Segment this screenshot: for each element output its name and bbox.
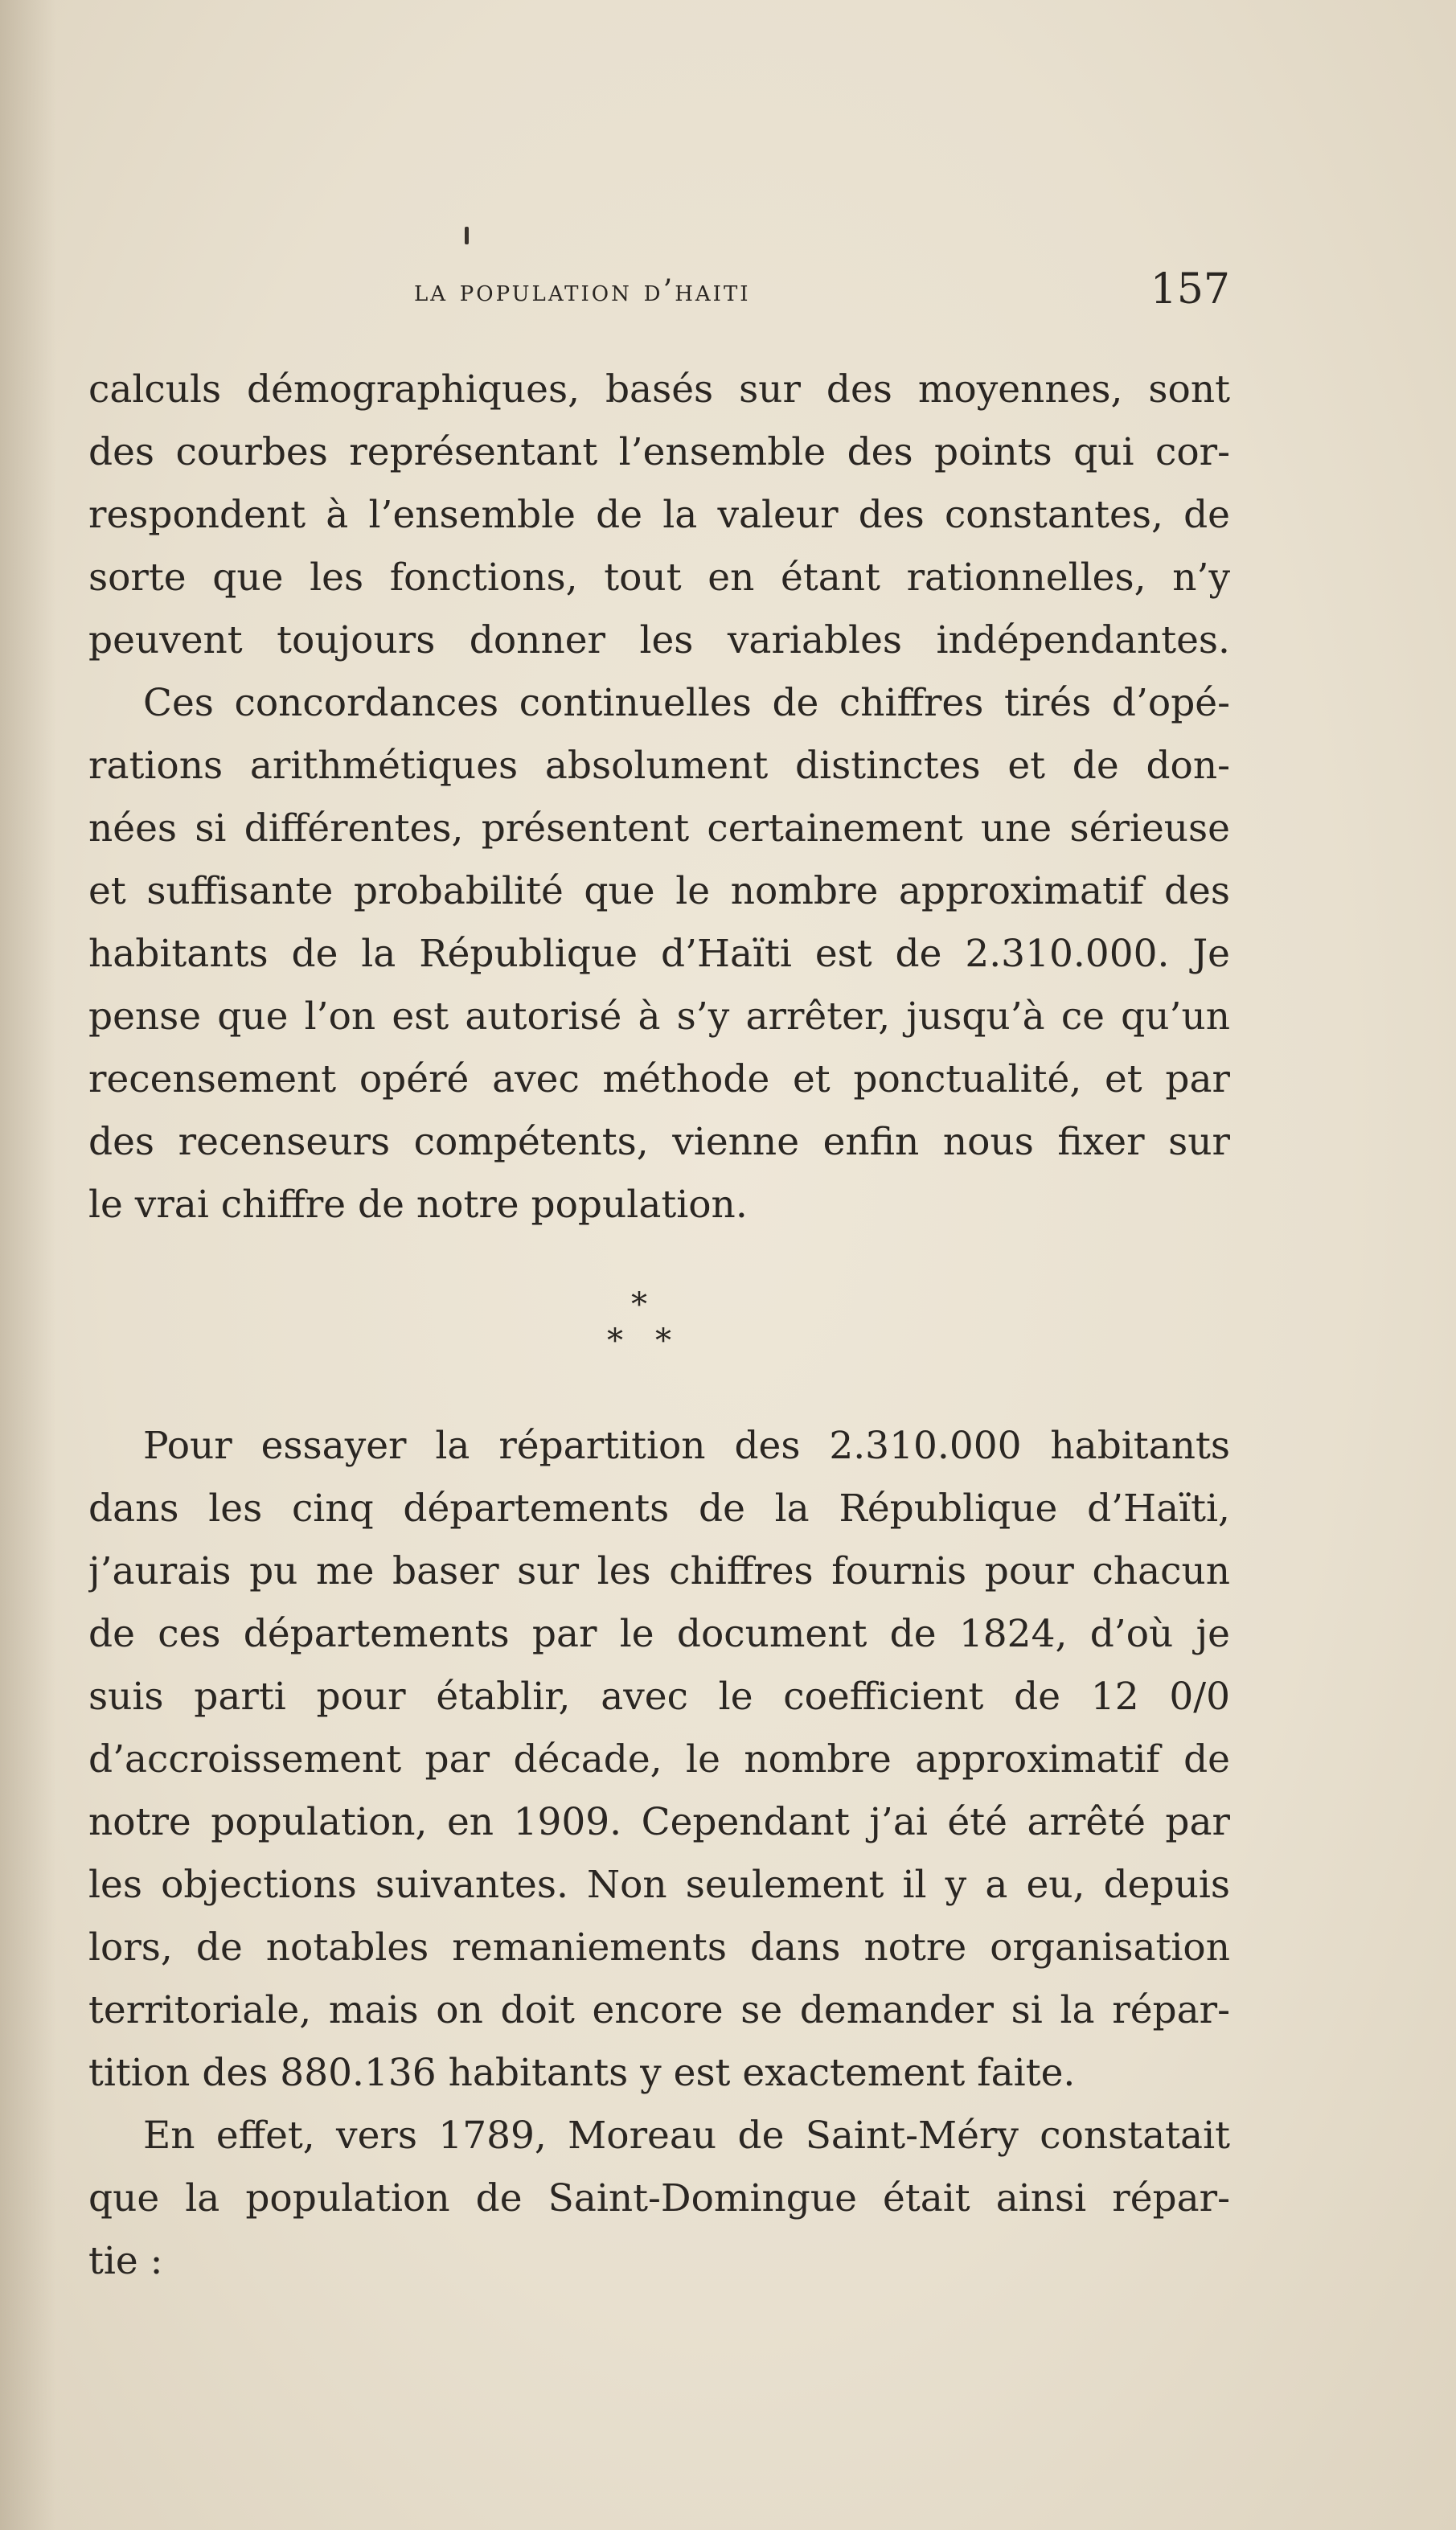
asterism-separator: [579, 1286, 724, 1367]
text-line: pense que l’on est autorisé à s’y arrêter, jusqu’à ce qu’un: [88, 994, 1230, 1039]
asterism-star: *: [655, 1322, 671, 1359]
text-line: calculs démographiques, basés sur des moyennes, sont: [88, 367, 1230, 412]
asterism-star: *: [607, 1322, 623, 1359]
text-line: d’accroissement par décade, le nombre approximatif de: [88, 1737, 1230, 1782]
text-line: Pour essayer la répartition des 2.310.000 habitants: [143, 1424, 1230, 1468]
text-line: les objections suivantes. Non seulement il y a eu, depuis: [88, 1863, 1230, 1907]
text-line: suis parti pour établir, avec le coefficient de 12 0/0: [88, 1675, 1230, 1719]
text-line: dans les cinq départements de la République d’Haïti,: [88, 1486, 1230, 1531]
text-line: tition des 880.136 habitants y est exactement faite.: [88, 2051, 1076, 2095]
asterism-star: *: [631, 1286, 647, 1323]
running-title: la population d’haiti: [414, 273, 751, 308]
page-number: 157: [1150, 265, 1230, 314]
running-head: [88, 265, 1230, 322]
text-line: des courbes représentant l’ensemble des points qui cor-: [88, 430, 1230, 474]
text-line: de ces départements par le document de 1824, d’où je: [88, 1612, 1230, 1656]
text-block-upper: [88, 359, 1230, 1236]
text-line: peuvent toujours donner les variables indépendantes.: [88, 618, 1230, 662]
text-line: sorte que les fonctions, tout en étant rationnelles, n’y: [88, 556, 1230, 600]
text-line: que la population de Saint-Domingue était ainsi répar-: [88, 2176, 1230, 2220]
text-line: lors, de notables remaniements dans notre organisation: [88, 1925, 1230, 1970]
gutter-shadow: [0, 0, 56, 2530]
text-line: tie :: [88, 2239, 163, 2283]
text-line: le vrai chiffre de notre population.: [88, 1183, 748, 1227]
text-line: territoriale, mais on doit encore se demander si la répar-: [88, 1988, 1230, 2032]
text-line: nées si différentes, présentent certainement une sérieuse: [88, 806, 1230, 851]
text-line: respondent à l’ensemble de la valeur des constantes, de: [88, 493, 1230, 537]
text-block-lower: [88, 1415, 1230, 2293]
text-line: des recenseurs compétents, vienne enfin nous fixer sur: [88, 1120, 1230, 1164]
text-line: Ces concordances continuelles de chiffres tirés d’opé-: [143, 681, 1230, 725]
text-line: En effet, vers 1789, Moreau de Saint-Méry constatait: [143, 2114, 1230, 2158]
text-line: habitants de la République d’Haïti est de 2.310.000. Je: [88, 932, 1230, 976]
text-line: et suffisante probabilité que le nombre approximatif des: [88, 869, 1230, 913]
text-line: j’aurais pu me baser sur les chiffres fournis pour chacun: [88, 1549, 1230, 1593]
ink-mark: [465, 227, 469, 244]
text-line: notre population, en 1909. Cependant j’ai été arrêté par: [88, 1800, 1230, 1844]
text-line: recensement opéré avec méthode et ponctualité, et par: [88, 1057, 1230, 1101]
text-line: rations arithmétiques absolument distinctes et de don-: [88, 744, 1230, 788]
